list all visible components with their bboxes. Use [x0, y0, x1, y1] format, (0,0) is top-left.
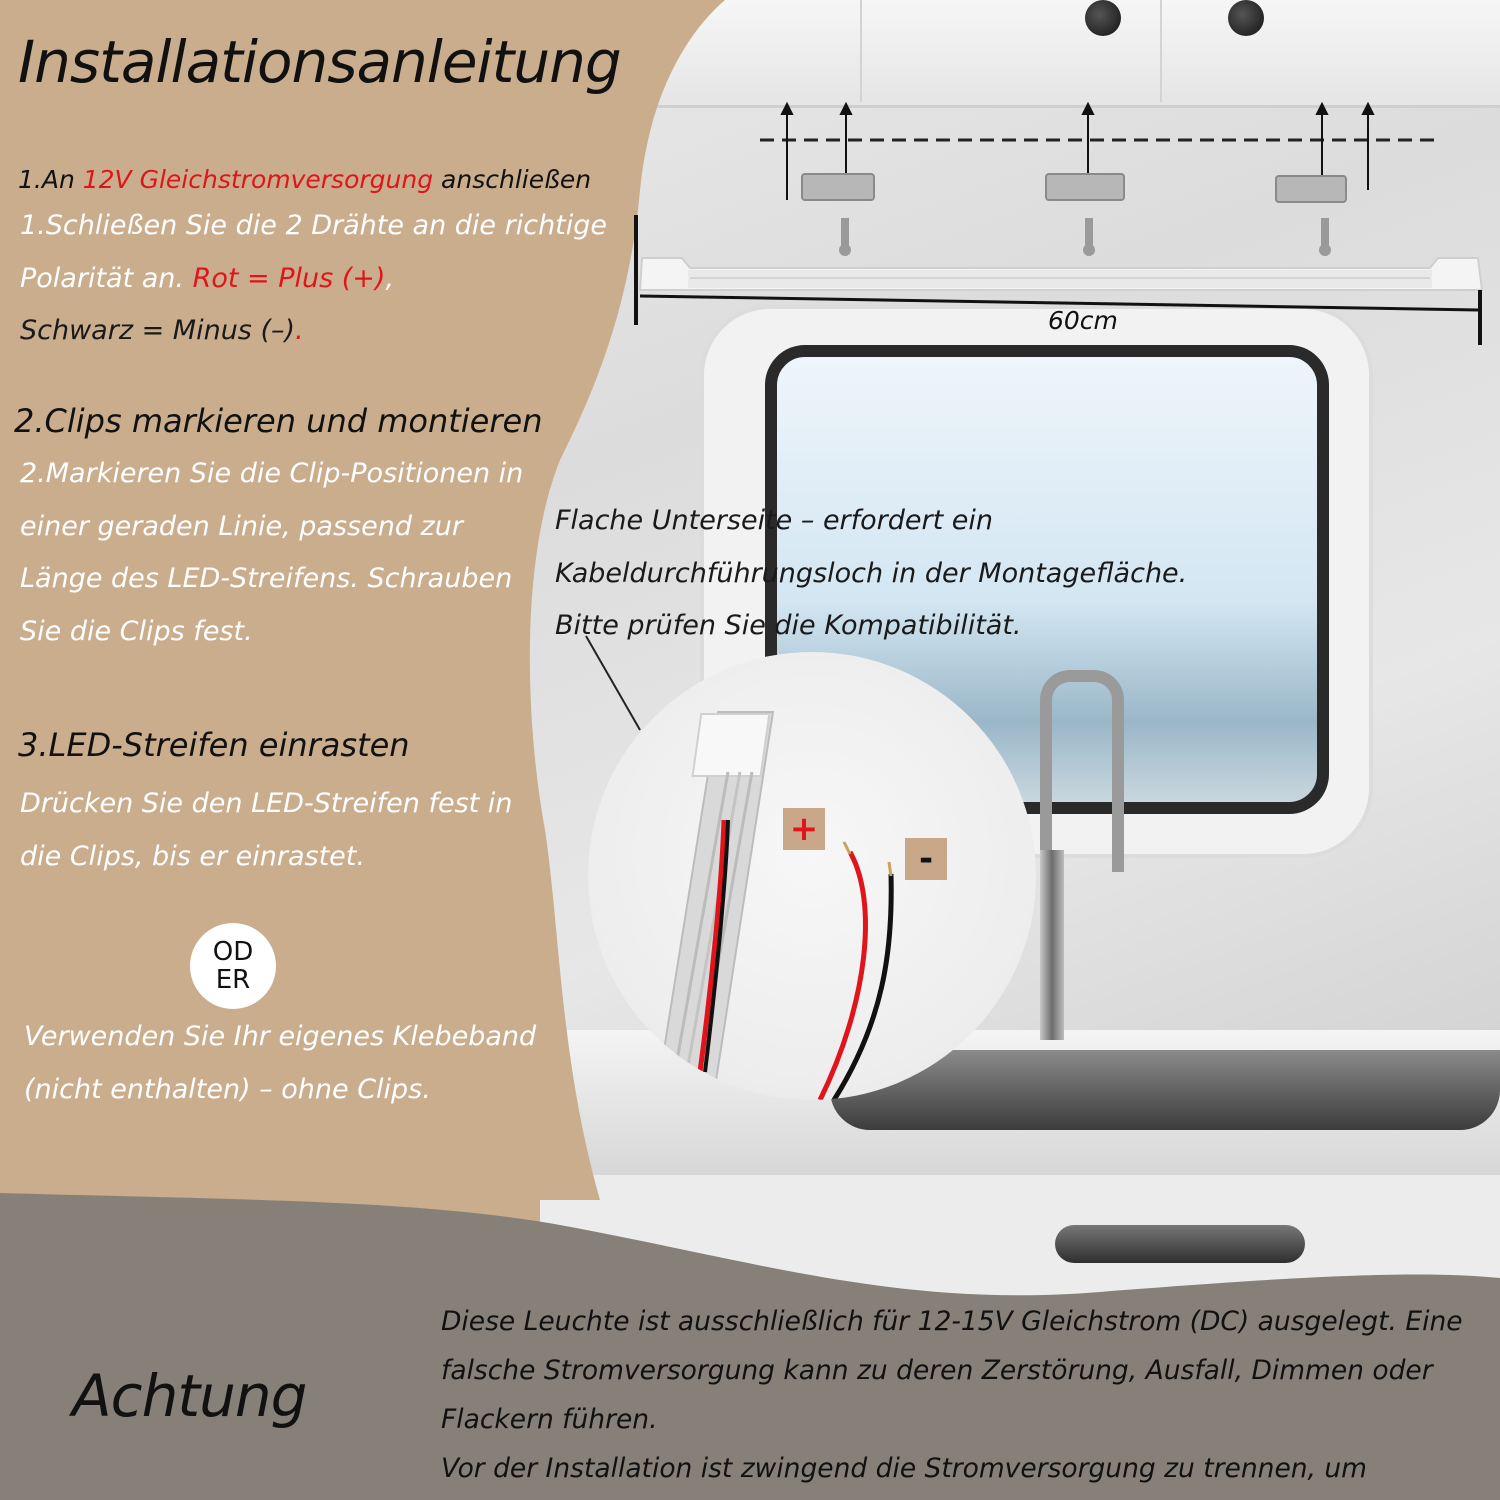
red-wire — [820, 852, 865, 1100]
step1-body — [20, 200, 620, 358]
oder-label: ODER — [212, 937, 254, 995]
step3-heading: 3.LED-Streifen einrasten — [18, 726, 410, 764]
step3-body: Drücken Sie den LED-Streifen fest in die Clips, bis er einrastet. — [20, 788, 513, 872]
alternative-body: Verwenden Sie Ihr eigenes Klebeband (nicht enthalten) – ohne Clips. — [24, 1021, 537, 1105]
step1-period: . — [295, 315, 304, 346]
warning-line: falsche Stromversorgung kann zu deren Zerstörung, Ausfall, Dimmen oder — [441, 1355, 1433, 1386]
step1-body-text: 1.Schließen Sie die 2 Drähte an die richtige Polarität an. — [20, 210, 608, 294]
step1-heading-highlight: 12V Gleichstromversorgung — [82, 165, 434, 194]
warning-line: Diese Leuchte ist ausschließlich für 12-15V Gleichstrom (DC) ausgelegt. Eine — [441, 1306, 1463, 1337]
led-end-detail — [588, 652, 1036, 1100]
step1-heading-suffix: anschließen — [433, 165, 592, 194]
step1-heading — [18, 165, 591, 194]
oder-badge — [190, 923, 276, 1009]
step2-heading: 2.Clips markieren und montieren — [14, 402, 543, 440]
polarity-black: Schwarz = Minus (–) — [20, 315, 296, 346]
warning-text — [441, 1297, 1486, 1493]
minus-badge: - — [905, 838, 947, 880]
clip-icon — [802, 174, 1346, 202]
pointer-line — [580, 630, 650, 740]
screw-icon — [839, 218, 1331, 256]
dimension-label: 60cm — [1048, 306, 1118, 335]
step2-body: 2.Markieren Sie die Clip-Positionen in einer geraden Linie, passend zur Länge des LED-Streifens. Schrauben Sie die Clips fest. — [20, 458, 524, 647]
polarity-red: Rot = Plus (+) — [192, 262, 386, 294]
warning-line: Flackern führen. — [441, 1404, 658, 1435]
warning-heading: Achtung — [72, 1362, 307, 1430]
page-title: Installationsanleitung — [18, 28, 621, 96]
step1-heading-prefix: 1.An — [18, 165, 83, 194]
plus-badge: + — [783, 808, 825, 850]
step1-comma: , — [385, 262, 395, 294]
led-bar — [640, 258, 1482, 290]
warning-line: Vor der Installation ist zwingend die Stromversorgung zu trennen, um — [441, 1453, 1367, 1484]
mounting-note: Flache Unterseite – erfordert ein Kabeldurchführungsloch in der Montagefläche. Bitte prüfen Sie die Kompatibilität. — [555, 505, 1188, 641]
cable-zoom-circle — [588, 652, 1036, 1100]
